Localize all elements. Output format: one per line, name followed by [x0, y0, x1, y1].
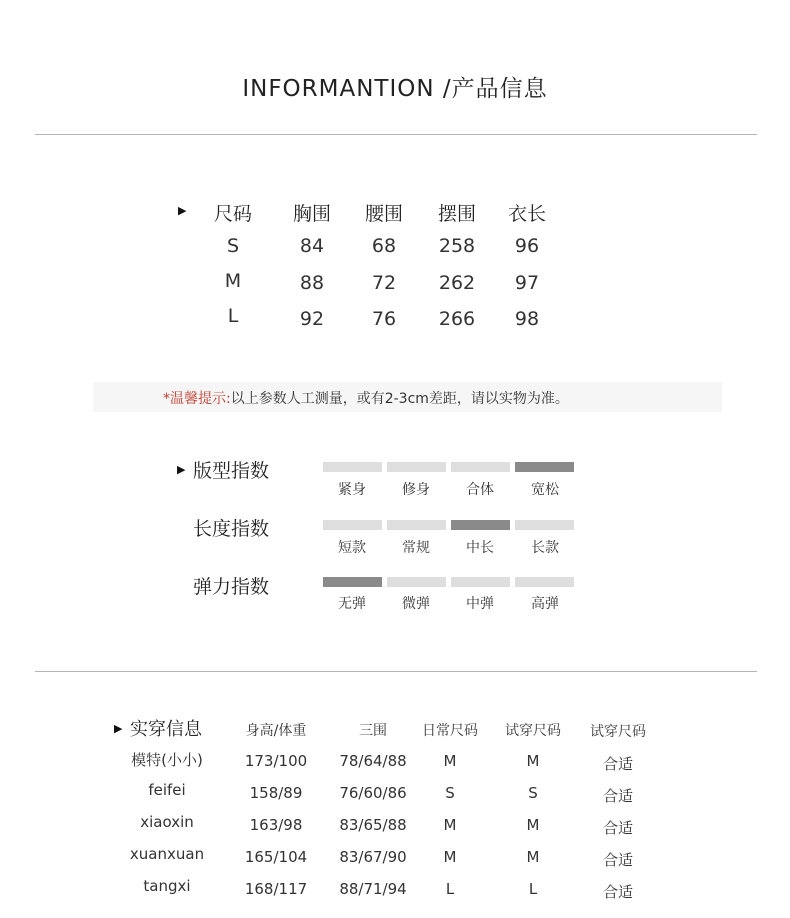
- table-row: 合适: [602, 851, 634, 869]
- table-row: S: [445, 784, 455, 802]
- index-option: 无弹: [338, 596, 366, 612]
- table-row: 88/71/94: [339, 880, 407, 898]
- try-on-arrow-icon: ▶: [114, 722, 123, 735]
- size-cell: 68: [371, 235, 397, 257]
- table-row: 83/65/88: [339, 816, 407, 834]
- size-header-waist: 腰围: [364, 203, 404, 225]
- size-cell: S: [226, 235, 240, 257]
- size-cell: 76: [371, 308, 397, 330]
- table-row: feifei: [148, 781, 186, 799]
- table-row: 168/117: [244, 880, 308, 898]
- size-header-chest: 胸围: [292, 203, 332, 225]
- size-header-hem: 摆围: [437, 203, 477, 225]
- size-cell: 84: [299, 235, 325, 257]
- table-row: M: [526, 816, 540, 834]
- index-bar: [515, 520, 574, 530]
- size-header-length: 衣长: [507, 203, 547, 225]
- size-cell: M: [224, 270, 242, 292]
- size-cell: L: [227, 305, 239, 327]
- table-row: 模特(小小): [131, 751, 203, 769]
- size-header-size: 尺码: [213, 203, 253, 225]
- page-title: INFORMANTION /产品信息: [242, 76, 548, 102]
- table-row: 78/64/88: [339, 752, 407, 770]
- try-on-header: 身高/体重: [245, 723, 307, 739]
- index-option: 常规: [402, 540, 430, 556]
- table-row: xuanxuan: [129, 845, 205, 863]
- indices-arrow-icon: ▶: [177, 463, 186, 476]
- size-cell: 96: [514, 235, 540, 257]
- index-bar: [323, 520, 382, 530]
- index-option: 长款: [531, 540, 559, 556]
- size-cell: 97: [514, 272, 540, 294]
- table-row: M: [443, 816, 457, 834]
- notice-prefix: *温馨提示:: [163, 391, 231, 407]
- table-row: 76/60/86: [339, 784, 407, 802]
- table-row: tangxi: [143, 877, 191, 895]
- size-cell: 262: [438, 272, 476, 294]
- table-row: L: [528, 880, 538, 898]
- index-bar: [515, 577, 574, 587]
- index-label-length: 长度指数: [193, 518, 270, 540]
- top-divider: [35, 134, 757, 135]
- index-option: 宽松: [531, 482, 559, 498]
- size-cell: 258: [438, 235, 476, 257]
- index-option: 微弹: [402, 596, 430, 612]
- size-cell: 98: [514, 308, 540, 330]
- size-table-arrow-icon: ▶: [178, 204, 187, 217]
- size-cell: 266: [438, 308, 476, 330]
- index-bar: [451, 577, 510, 587]
- notice-body: 以上参数人工测量，或有2-3cm差距，请以实物为准。: [230, 391, 569, 407]
- index-bar: [387, 577, 446, 587]
- table-row: S: [528, 784, 538, 802]
- try-on-header: 试穿尺码: [505, 723, 561, 739]
- index-label-elasticity: 弹力指数: [193, 576, 270, 598]
- table-row: 合适: [602, 755, 634, 773]
- table-row: 合适: [602, 883, 634, 901]
- table-row: 165/104: [244, 848, 308, 866]
- index-option: 合体: [466, 482, 494, 498]
- size-cell: 88: [299, 272, 325, 294]
- size-cell: 72: [371, 272, 397, 294]
- index-option: 中弹: [466, 596, 494, 612]
- table-row: 163/98: [249, 816, 303, 834]
- index-bar: [387, 520, 446, 530]
- table-row: M: [443, 848, 457, 866]
- index-bar: [451, 520, 510, 530]
- table-row: 合适: [602, 819, 634, 837]
- index-label-fit: 版型指数: [193, 460, 270, 482]
- try-on-header: 三围: [359, 723, 387, 739]
- table-row: L: [445, 880, 455, 898]
- try-on-header: 试穿尺码: [590, 724, 646, 740]
- index-bar: [323, 577, 382, 587]
- try-on-title: 实穿信息: [130, 719, 202, 740]
- index-bar: [323, 462, 382, 472]
- index-bar: [451, 462, 510, 472]
- measurement-notice: [93, 382, 722, 412]
- table-row: 83/67/90: [339, 848, 407, 866]
- table-row: M: [526, 848, 540, 866]
- try-on-header: 日常尺码: [422, 723, 478, 739]
- table-row: M: [443, 752, 457, 770]
- table-row: M: [526, 752, 540, 770]
- index-option: 高弹: [531, 596, 559, 612]
- table-row: 158/89: [249, 784, 303, 802]
- notice-text: [163, 388, 569, 408]
- index-bar: [515, 462, 574, 472]
- index-option: 中长: [466, 540, 494, 556]
- index-option: 短款: [338, 540, 366, 556]
- middle-divider: [35, 671, 757, 672]
- index-bar: [387, 462, 446, 472]
- index-option: 紧身: [338, 482, 366, 498]
- index-option: 修身: [402, 482, 430, 498]
- table-row: 合适: [602, 787, 634, 805]
- table-row: 173/100: [244, 752, 308, 770]
- table-row: xiaoxin: [140, 813, 194, 831]
- size-cell: 92: [299, 308, 325, 330]
